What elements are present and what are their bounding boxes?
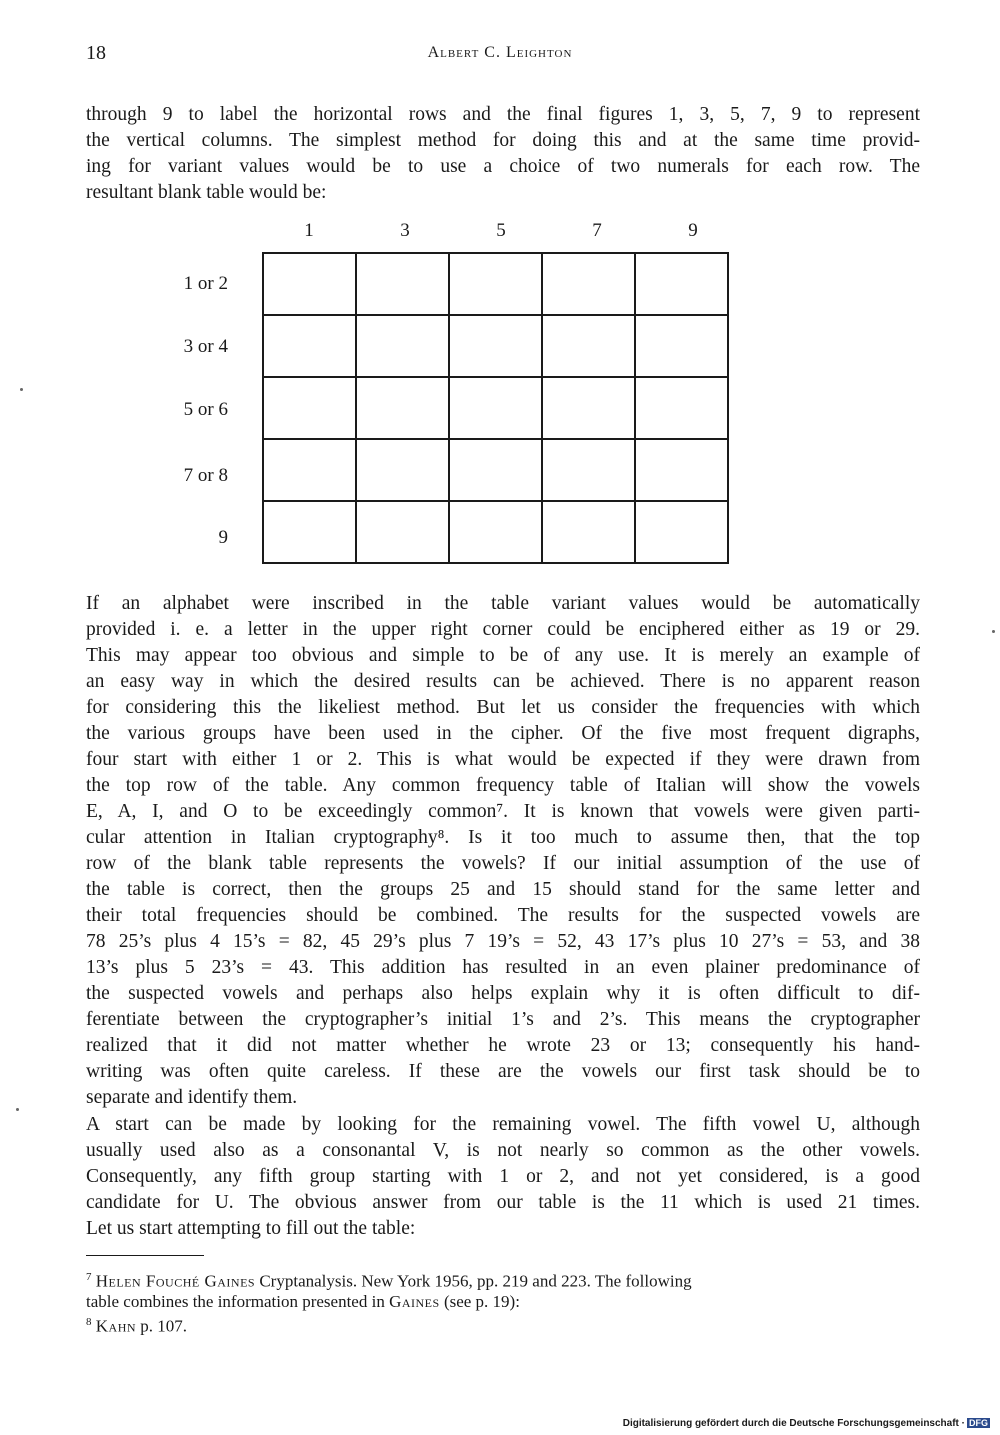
table-cell: [449, 501, 542, 563]
table-column-headers: [0, 220, 1000, 248]
table-cell: [263, 439, 356, 501]
text-line: ferentiate between the cryptographer’s initial 1’s and 2’s. This means the cryptographer: [86, 1009, 920, 1030]
table-cell: [263, 253, 356, 315]
column-header: 1: [304, 220, 314, 241]
table-cell: [263, 377, 356, 439]
text-line: If an alphabet were inscribed in the table variant values would be automatically: [86, 593, 920, 614]
text-line: 78 25’s plus 4 15’s = 82, 45 29’s plus 7 19’s = 52, 43 17’s plus 10 27’s = 53, and 38: [86, 931, 920, 952]
table-cell: [356, 501, 449, 563]
text-line: through 9 to label the horizontal rows and the final figures 1, 3, 5, 7, 9 to represent: [86, 104, 920, 125]
table-cell: [356, 315, 449, 377]
table-cell: [542, 253, 635, 315]
row-label: 7 or 8: [183, 465, 228, 486]
footnotes: [86, 1267, 920, 1336]
credit-text: Digitalisierung gefördert durch die Deutsche Forschungsgemeinschaft ·: [622, 1418, 965, 1429]
text-line: separate and identify them.: [86, 1087, 298, 1108]
text-line: the suspected vowels and perhaps also helps explain why it is often difficult to dif-: [86, 983, 920, 1004]
table-cell: [449, 439, 542, 501]
table-row: [263, 377, 728, 439]
column-header: 3: [400, 220, 410, 241]
footnote-text: (see p. 19):: [439, 1291, 520, 1311]
text-line: E, A, I, and O to be exceedingly common⁷. It is known that vowels were given parti-: [86, 801, 920, 822]
footnote-author: Kahn: [95, 1316, 137, 1336]
paragraph-3: [86, 1112, 920, 1242]
table-row: [263, 439, 728, 501]
footnote-8: [86, 1312, 920, 1337]
table-cell: [356, 439, 449, 501]
table-cell: [542, 439, 635, 501]
text-line: an easy way in which the desired results can be achieved. There is no apparent reason: [86, 671, 920, 692]
table-cell: [263, 315, 356, 377]
blank-cipher-table: [262, 252, 729, 564]
table-cell: [542, 377, 635, 439]
footnote-divider: [86, 1255, 204, 1256]
scan-artifact: [16, 1108, 19, 1111]
table-cell: [635, 439, 728, 501]
footnote-marker: 8: [86, 1315, 92, 1328]
row-label: 3 or 4: [183, 336, 228, 357]
table-row: [263, 315, 728, 377]
text-line: A start can be made by looking for the remaining vowel. The fifth vowel U, although: [86, 1114, 920, 1135]
text-line: provided i. e. a letter in the upper right corner could be enciphered either as 19 or 29.: [86, 619, 920, 640]
text-line: for considering this the likeliest method. But let us consider the frequencies with which: [86, 697, 920, 718]
text-line: candidate for U. The obvious answer from our table is the 11 which is used 21 times.: [86, 1192, 920, 1213]
table-cell: [449, 315, 542, 377]
table-cell: [356, 253, 449, 315]
table-cell: [542, 315, 635, 377]
table-row: [263, 501, 728, 563]
text-line: 13’s plus 5 23’s = 43. This addition has resulted in an even plainer predominance of: [86, 957, 920, 978]
table-cell: [635, 253, 728, 315]
text-line: writing was often quite careless. If these are the vowels our first task should be to: [86, 1061, 920, 1082]
footnote-text: p. 107.: [136, 1316, 188, 1336]
text-line: cular attention in Italian cryptography⁸. Is it too much to assume then, that the top: [86, 827, 920, 848]
footnote-author: Helen Fouché Gaines: [95, 1271, 256, 1291]
footnote-7: [86, 1267, 920, 1312]
table-cell: [542, 501, 635, 563]
footnote-text: table combines the information presented in: [86, 1291, 390, 1311]
table-cell: [263, 501, 356, 563]
paragraph-1: [86, 102, 920, 206]
text-line: resultant blank table would be:: [86, 182, 327, 203]
table-row: [263, 253, 728, 315]
text-line: their total frequencies should be combined. The results for the suspected vowels are: [86, 905, 920, 926]
footnote-marker: 7: [86, 1271, 92, 1283]
text-line: the various groups have been used in the cipher. Of the five most frequent digraphs,: [86, 723, 920, 744]
table-cell: [635, 377, 728, 439]
table-cell: [449, 377, 542, 439]
page-number: 18: [86, 42, 106, 64]
paragraph-2: [86, 591, 920, 1111]
dfg-logo: DFG: [969, 1418, 988, 1428]
scan-artifact: [992, 630, 995, 633]
text-line: the vertical columns. The simplest method for doing this and at the same time provid-: [86, 130, 920, 151]
text-line: Consequently, any fifth group starting with 1 or 2, and not yet considered, is a good: [86, 1166, 920, 1187]
text-line: This may appear too obvious and simple to be of any use. It is merely an example of: [86, 645, 920, 666]
row-label: 5 or 6: [183, 399, 228, 420]
text-line: realized that it did not matter whether he wrote 23 or 13; consequently his hand-: [86, 1035, 920, 1056]
digitization-credit: [623, 1418, 990, 1429]
running-head: Albert C. Leighton: [427, 44, 573, 61]
table-cell: [635, 501, 728, 563]
footnote-text: Cryptanalysis. New York 1956, pp. 219 and 223. The following: [255, 1271, 692, 1291]
text-line: row of the blank table represents the vowels? If our initial assumption of the use of: [86, 853, 920, 874]
text-line: four start with either 1 or 2. This is what would be expected if they were drawn from: [86, 749, 920, 770]
scan-artifact: [20, 388, 23, 391]
row-label: 1 or 2: [183, 273, 228, 294]
column-header: 9: [688, 220, 698, 241]
table-cell: [635, 315, 728, 377]
table-cell: [356, 377, 449, 439]
text-line: Let us start attempting to fill out the table:: [86, 1218, 416, 1239]
table-cell: [449, 253, 542, 315]
footnote-author: Gaines: [389, 1291, 440, 1311]
text-line: the table is correct, then the groups 25 and 15 should stand for the same letter and: [86, 879, 920, 900]
column-header: 7: [592, 220, 602, 241]
text-line: usually used also as a consonantal V, is not nearly so common as the other vowels.: [86, 1140, 920, 1161]
text-line: ing for variant values would be to use a choice of two numerals for each row. The: [86, 156, 920, 177]
text-line: the top row of the table. Any common frequency table of Italian will show the vowels: [86, 775, 920, 796]
row-label: 9: [218, 527, 228, 548]
column-header: 5: [496, 220, 506, 241]
